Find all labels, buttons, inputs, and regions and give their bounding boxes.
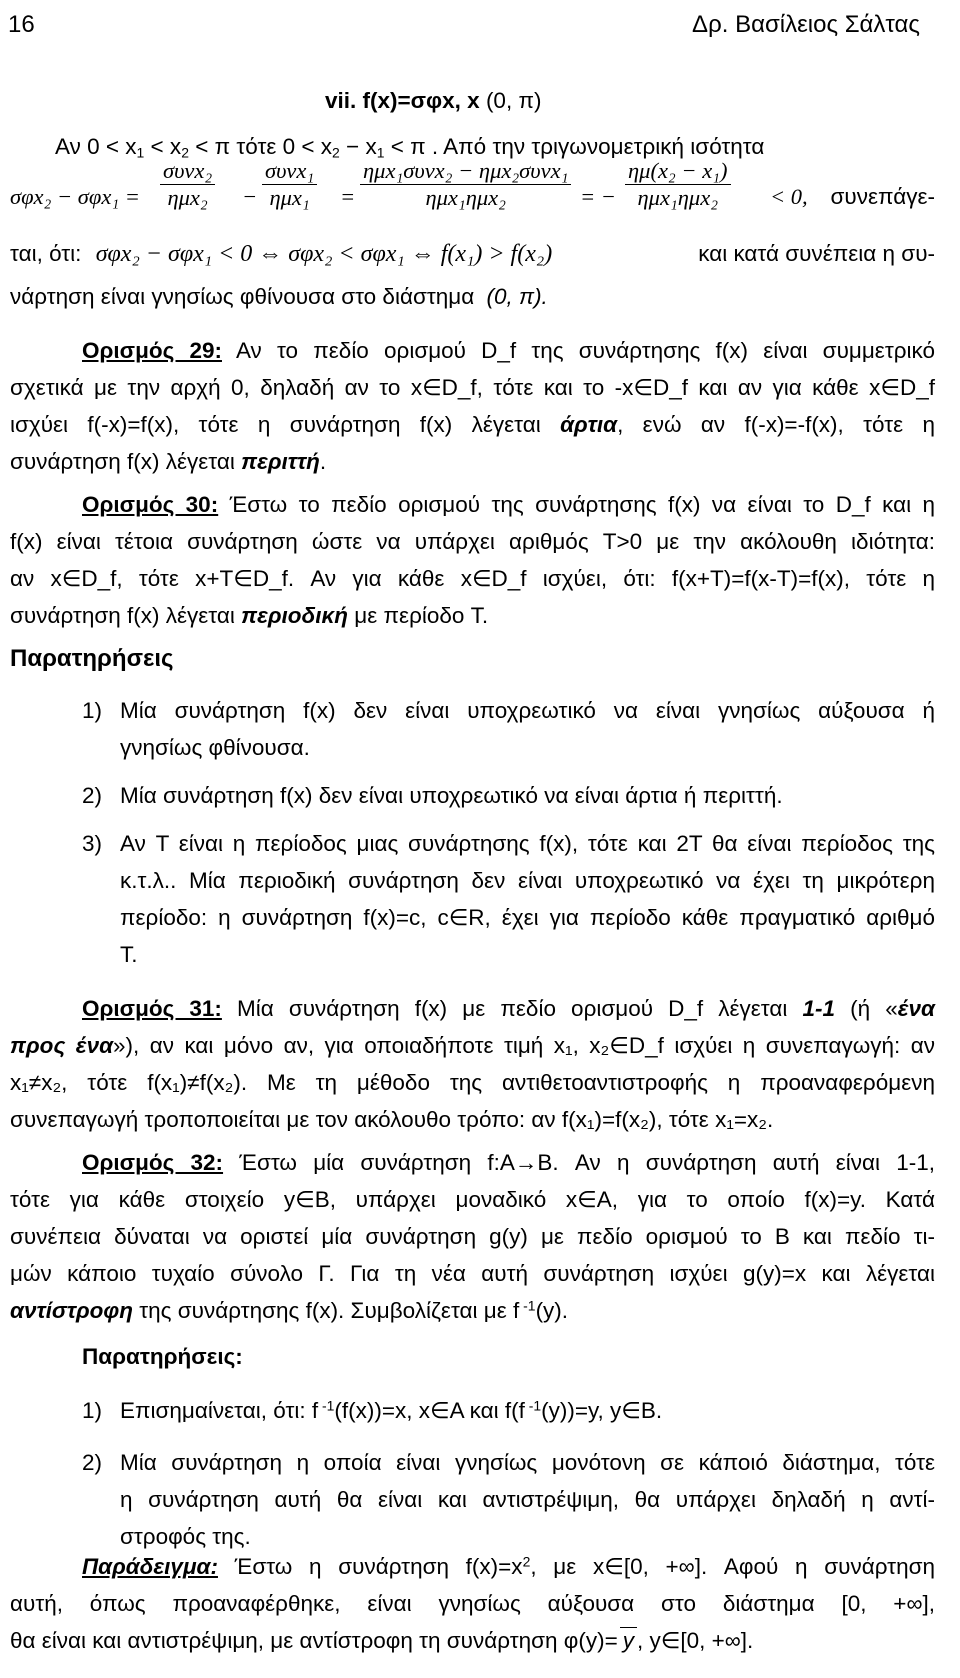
def31-line-4: συνεπαγωγή τροποποιείται με τον ακόλουθο τρόπο: αν f(x₁)=f(x₂), τότε x₁=x₂. — [10, 1107, 774, 1132]
remark-2-2-line-2: η συνάρτηση αυτή θα είναι και αντιστρέψιμη, θα υπάρχει δηλαδή η αντί- — [120, 1487, 935, 1512]
minus-sign: − — [242, 184, 258, 209]
fraction-numerator: συνx₁ — [262, 158, 317, 185]
intro-text: νάρτηση είναι γνησίως φθίνουσα στο διάστημα — [10, 284, 475, 309]
term-one-to-one: 1-1 — [802, 996, 836, 1021]
def30-line-1 — [10, 486, 935, 523]
fraction — [360, 158, 571, 211]
def29-text: συνάρτηση f(x) λέγεται — [10, 449, 235, 474]
section-heading — [325, 82, 541, 119]
remark-2: Μία συνάρτηση f(x) δεν είναι υποχρεωτικό να είναι άρτια ή περιττή. — [120, 783, 783, 808]
def32-line-2: τότε για κάθε στοιχείο y∈B, υπάρχει μοναδικό x∈A, για το οποίο f(x)=y. Κατά — [10, 1187, 935, 1212]
remarks-1-title: Παρατηρήσεις — [10, 645, 174, 672]
def29-line-1 — [10, 332, 935, 369]
fraction-numerator: ημx₁συνx₂ − ημx₂συνx₁ — [360, 158, 571, 185]
example — [10, 1548, 935, 1622]
fraction-denominator: ημx₁ημx₂ — [425, 184, 506, 210]
page-author: Δρ. Βασίλειος Σάλτας — [692, 11, 920, 38]
example-text: Έστω η συνάρτηση f(x)=x — [234, 1554, 523, 1579]
remark-2-number: 2) — [82, 783, 103, 808]
superscript: -1 — [318, 1397, 335, 1414]
remark-3-line-1: Αν T είναι η περίοδος μιας συνάρτησης f(x), τότε και 2T θα είναι περίοδος της — [120, 831, 935, 856]
remark-2-1-number: 1) — [82, 1398, 103, 1423]
example-text: , y∈[0, +∞]. — [637, 1628, 754, 1653]
intro-text: 2 — [332, 144, 340, 161]
example-text: θα είναι και αντιστρέψιμη, με αντίστροφη τη συνάρτηση φ(y)= — [10, 1628, 618, 1653]
intro-text: − x — [339, 134, 377, 159]
definition-30 — [10, 486, 935, 634]
def31-label: Ορισμός 31: — [82, 996, 222, 1021]
term-one-to-one-word: προς ένα — [10, 1033, 114, 1058]
example-text: , με x∈[0, +∞]. Αφού η συνάρτηση — [530, 1554, 935, 1579]
fraction-numerator: συνx₂ — [160, 158, 215, 185]
def29-line-4 — [10, 443, 935, 480]
example-line-2: αυτή, όπως προαναφέρθηκε, είναι γνησίως αύξουσα στο διάστημα [0, +∞], — [10, 1591, 935, 1616]
remark-3-line-2: κ.τ.λ.. Μία περιοδική συνάρτηση δεν είναι υποχρεωτικό να έχει τη μικρότερη — [120, 868, 935, 893]
def31-text: (ή « — [850, 996, 898, 1021]
def32-line-5 — [10, 1292, 935, 1329]
example-line-1 — [10, 1548, 935, 1585]
def29-line-2: σχετικά με την αρχή 0, δηλαδή αν το x∈D_f, τότε και το -x∈D_f και αν για κάθε x∈D_f — [10, 375, 935, 400]
page-number: 16 — [8, 11, 35, 38]
equals-sign: = − — [580, 184, 616, 209]
def29-text: . — [319, 449, 327, 474]
intro-text: ται, ότι: — [10, 241, 82, 266]
fraction-denominator: ημx₁ — [269, 184, 310, 210]
remark-3-number: 3) — [82, 831, 103, 856]
inequality-chain: σφx₂ − σφx₁ < 0 ⇔ σφx₂ < σφx₁ ⇔ f(x₁) > f(x₂) — [95, 241, 553, 267]
remark-2-2 — [120, 1444, 935, 1555]
def32-line-1 — [10, 1144, 935, 1181]
remarks-2-title: Παρατηρήσεις: — [82, 1344, 243, 1369]
fraction — [625, 158, 731, 211]
fraction-denominator: ημx₁ημx₂ — [637, 184, 719, 210]
superscript: 2 — [522, 1553, 531, 1570]
interval: (0, π). — [486, 284, 548, 309]
remark-1-line-1: Μία συνάρτηση f(x) δεν είναι υποχρεωτικό να είναι γνησίως αύξουσα ή — [120, 698, 935, 723]
def29-label: Ορισμός 29: — [82, 338, 222, 363]
intro-text: Αν 0 < x — [55, 134, 137, 159]
term-even: άρτια — [560, 412, 618, 437]
intro-line-4 — [10, 278, 548, 315]
remark-1-number: 1) — [82, 698, 103, 723]
definition-32 — [10, 1144, 935, 1329]
remark-text: (f(x))=x, x∈A και f(f — [334, 1398, 525, 1423]
def32-text: (y). — [535, 1298, 569, 1323]
def32-text: Έστω μία συνάρτηση f:A→B. Αν η συνάρτηση αυτή είναι 1-1, — [239, 1150, 935, 1175]
remark-text: (y))=y, y∈B. — [541, 1398, 663, 1423]
section-interval: (0, π) — [485, 88, 542, 113]
sqrt-radicand: y — [620, 1627, 637, 1653]
def30-text: Έστω το πεδίο ορισμού της συνάρτησης f(x) να είναι το D_f και η — [229, 492, 935, 517]
def30-text: με περίοδο T. — [354, 603, 489, 628]
def32-label: Ορισμός 32: — [82, 1150, 224, 1175]
fraction-numerator: ημ(x₂ − x₁) — [625, 158, 731, 185]
fraction — [160, 158, 215, 211]
section-label: vii. f(x)=σφx, x — [325, 88, 480, 113]
def29-line-3 — [10, 406, 935, 443]
example-label: Παράδειγμα: — [82, 1554, 218, 1579]
intro-text: 1 — [136, 144, 145, 161]
remark-3-line-3: περίοδο: η συνάρτηση f(x)=c, c∈R, έχει για περίοδο κάθε πραγματικό αριθμό — [120, 905, 935, 930]
superscript: -1 — [524, 1397, 542, 1414]
def29-text: ισχύει f(-x)=f(x), τότε η συνάρτηση f(x) λέγεται — [10, 412, 541, 437]
def30-line-3: αν x∈D_f, τότε x+T∈D_f. Αν για κάθε x∈D_f ισχύει, ότι: f(x+T)=f(x-T)=f(x), τότε η — [10, 566, 935, 591]
definition-29 — [10, 332, 935, 480]
def31-line-1 — [10, 990, 935, 1027]
def29-text: Αν το πεδίο ορισμού D_f της συνάρτησης f(x) είναι συμμετρικό — [235, 338, 936, 363]
definition-31 — [10, 990, 935, 1138]
remark-1-line-2: γνησίως φθίνουσα. — [120, 735, 310, 760]
def30-text: συνάρτηση f(x) λέγεται — [10, 603, 235, 628]
less-than-zero: < 0, — [770, 184, 808, 209]
def32-line-3: συνέπεια δύναται να οριστεί μία συνάρτηση g(y) με πεδίο ορισμού το B και πεδίο τι- — [10, 1224, 935, 1249]
def30-label: Ορισμός 30: — [82, 492, 219, 517]
remark-3 — [120, 825, 935, 973]
remark-3-line-4: T. — [120, 942, 138, 967]
intro-text: < π . Από την τριγωνομετρική ισότητα — [384, 134, 765, 159]
intro-text: < x — [144, 134, 182, 159]
def32-line-4: μών κάποιο τυχαίο σύνολο Γ. Για τη νέα αυτή συνάρτηση ισχύει g(y)=x και λέγεται — [10, 1261, 935, 1286]
term-one-to-one-word: ένα — [897, 996, 935, 1021]
equation-lhs: σφx₂ − σφx₁ = — [10, 184, 140, 209]
remark-2-1 — [120, 1392, 662, 1429]
def31-line-3: x₁≠x₂, τότε f(x₁)≠f(x₂). Με τη μέθοδο της αντιθετοαντιστροφής η προαναφερόμενη — [10, 1070, 935, 1095]
def31-text: Μία συνάρτηση f(x) με πεδίο ορισμού D_f λέγεται — [237, 996, 788, 1021]
def30-line-4 — [10, 597, 935, 634]
def31-line-2 — [10, 1027, 935, 1064]
intro-text: 1 — [376, 144, 385, 161]
term-inverse: αντίστροφη — [10, 1298, 133, 1323]
example-line-3 — [10, 1622, 935, 1659]
remark-2-2-number: 2) — [82, 1450, 103, 1475]
remark-text: Επισημαίνεται, ότι: f — [120, 1398, 319, 1423]
remark-2-2-line-3: στροφός της. — [120, 1524, 251, 1549]
def29-text: , ενώ αν f(-x)=-f(x), τότε η — [617, 412, 935, 437]
intro-text: και κατά συνέπεια η συ- — [698, 241, 935, 266]
intro-text: < π τότε 0 < x — [188, 134, 333, 159]
def31-text: »), αν και μόνο αν, για οποιαδήποτε τιμή x₁, x₂∈D_f ισχύει η συνεπαγωγή: αν — [113, 1033, 935, 1058]
intro-text: 2 — [181, 144, 189, 161]
fraction-denominator: ημx₂ — [167, 184, 208, 210]
remark-2-2-line-1: Μία συνάρτηση η οποία είναι γνησίως μονότονη σε κάποιό διάστημα, τότε — [120, 1450, 935, 1475]
fraction — [262, 158, 317, 211]
term-odd: περιττή — [241, 449, 320, 474]
equals-sign: = — [340, 184, 356, 209]
intro-fraction-equation — [10, 158, 935, 233]
intro-word: συνεπάγε- — [830, 184, 935, 209]
def30-line-2: f(x) είναι τέτοια συνάρτηση ώστε να υπάρχει αριθμός T>0 με την ακόλουθη ιδιότητα: — [10, 529, 935, 554]
superscript: -1 — [519, 1297, 536, 1314]
intro-line-3 — [10, 235, 935, 273]
term-periodic: περιοδική — [241, 603, 348, 628]
remark-1 — [120, 692, 935, 766]
def32-text: της συνάρτησης f(x). Συμβολίζεται με f — [139, 1298, 520, 1323]
